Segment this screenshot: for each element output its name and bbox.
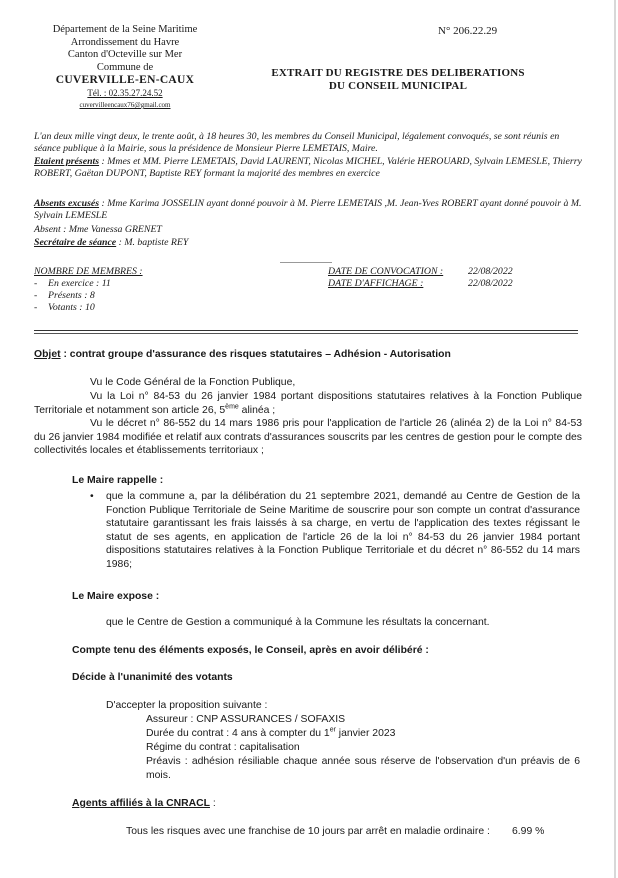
arrondissement-line: Arrondissement du Havre: [70, 36, 180, 48]
cnracl-label: Agents affiliés à la CNRACL: [72, 798, 210, 809]
affichage-value: 22/08/2022: [468, 278, 513, 289]
deliberation-number: N° 206.22.29: [438, 25, 498, 37]
convocation-row: [328, 266, 513, 278]
objet-label: Objet: [34, 349, 61, 360]
affichage-label: DATE D'AFFICHAGE :: [328, 278, 424, 289]
cnracl-rate: 6.99 %: [512, 826, 545, 837]
rappel-item: [90, 490, 580, 571]
affichage-row: [328, 278, 513, 290]
members-header: NOMBRE DE MEMBRES :: [34, 266, 143, 277]
regime-line: Régime du contrat : capitalisation: [146, 742, 300, 753]
scan-edge: [614, 0, 616, 878]
duree-line: Durée du contrat : 4 ans à compter du 1er janvier 2023: [146, 726, 396, 739]
members-present: - Présents : 8: [34, 290, 143, 302]
members-voting: - Votants : 10: [34, 302, 143, 314]
pen-mark: [280, 262, 332, 263]
commune-name: CUVERVILLE-EN-CAUX: [55, 74, 195, 86]
present-label: Etaient présents: [34, 156, 100, 167]
title-line-1: EXTRAIT DU REGISTRE DES DELIBERATIONS: [271, 67, 525, 79]
excused-label: Absents excusés: [34, 198, 100, 209]
commune-header: [20, 24, 230, 112]
excused-paragraph: [34, 198, 582, 222]
rappel-label: Le Maire rappelle :: [72, 475, 164, 486]
canton-line: Canton d'Octeville sur Mer: [67, 49, 183, 60]
vu-code: Vu le Code Général de la Fonction Publique,: [90, 377, 296, 388]
document-title: [248, 67, 548, 93]
assureur-line: Assureur : CNP ASSURANCES / SOFAXIS: [146, 714, 346, 725]
rappel-text: que la commune a, par la délibération du 21 septembre 2021, demandé au Centre de Gestion de la Fonction Publique Territoriale de Seine Maritime de souscrire pour son compte un contrat d'assurance statutaire garantissant les frais laissés à sa charge, en vertu de l'application des textes régissant le statut de ses agents, en application de l'article 26 de la loi n° 84-53 du 26 janvier 1984 portant dispositions statutaires relatives à la Fonction Publique Territoriale et du décret n° 86-552 du 14 mars 1986;: [106, 491, 580, 570]
cnracl-risk-line: Tous les risques avec une franchise de 10 jours par arrêt en maladie ordinaire :: [126, 826, 490, 837]
decision-line: Décide à l'unanimité des votants: [72, 672, 233, 683]
commune-label: Commune de: [96, 61, 154, 73]
objet-text: : contrat groupe d'assurance des risques statutaires – Adhésion - Autorisation: [60, 349, 451, 360]
members-in-office: - En exercice : 11: [34, 278, 143, 290]
secretary-label: Secrétaire de séance: [34, 237, 117, 248]
bullet-icon: •: [90, 491, 94, 502]
objet-line: [34, 348, 582, 362]
expose-text: que le Centre de Gestion a communiqué à la Commune les résultats la concernant.: [106, 617, 490, 628]
present-paragraph: [34, 156, 582, 180]
absent-line: Absent : Mme Vanessa GRENET: [34, 224, 162, 235]
vu-loi: Vu la Loi n° 84-53 du 26 janvier 1984 portant dispositions statutaires relatives à la Fonction Publique Territoriale et notamment son article 26, 5ème alinéa ;: [34, 391, 582, 416]
department-line: Département de la Seine Maritime: [52, 24, 198, 35]
intro-paragraph: L'an deux mille vingt deux, le trente août, à 18 heures 30, les membres du Conseil Municipal, légalement convoqués, se sont réunis en séance publique à la Mairie, sous la présidence de Monsieur Pierre LEMETAIS, Maire.: [34, 131, 560, 154]
phone-line: Tél. : 02.35.27.24.52: [87, 87, 163, 98]
separator-line: [34, 330, 578, 331]
secretary-line: [34, 237, 582, 249]
accept-intro: D'accepter la proposition suivante :: [106, 700, 268, 711]
expose-label: Le Maire expose :: [72, 591, 160, 602]
present-text: : Mmes et MM. Pierre LEMETAIS, David LAURENT, Nicolas MICHEL, Valérie HEROUARD, Sylvain LEMESLE, Thierry ROBERT, Gaëtan DUPONT, Baptiste REY formant la majorité des membres en exercice: [34, 156, 582, 179]
email-line[interactable]: cuvervilleencaux76@gmail.com: [79, 101, 171, 109]
title-line-2: DU CONSEIL MUNICIPAL: [328, 80, 468, 92]
cnracl-heading: Agents affiliés à la CNRACL :: [72, 798, 216, 809]
dates-block: [328, 266, 513, 290]
preavis-line: Préavis : adhésion résiliable chaque année sous réserve de l'observation d'un préavis de 6 mois.: [146, 756, 580, 781]
members-block: [34, 266, 143, 314]
compte-tenu: Compte tenu des éléments exposés, le Conseil, après en avoir délibéré :: [72, 645, 429, 656]
vu-decret: Vu le décret n° 86-552 du 14 mars 1986 pris pour l'application de l'article 26 (alinéa 2) de la Loi n° 84-53 du 26 janvier 1984 modifiée et relatif aux contrats d'assurances souscrits par les centres de gestion pour le compte des collectivités locales et établissements territoriaux ;: [34, 418, 582, 456]
secretary-text: : M. baptiste REY: [116, 237, 189, 248]
excused-text: : Mme Karima JOSSELIN ayant donné pouvoir à M. Pierre LEMETAIS ,M. Jean-Yves ROBERT ayant donné pouvoir à M. Sylvain LEMESLE: [34, 198, 582, 221]
convocation-value: 22/08/2022: [468, 266, 513, 277]
separator-line-secondary: [34, 333, 578, 334]
convocation-label: DATE DE CONVOCATION :: [328, 266, 444, 277]
